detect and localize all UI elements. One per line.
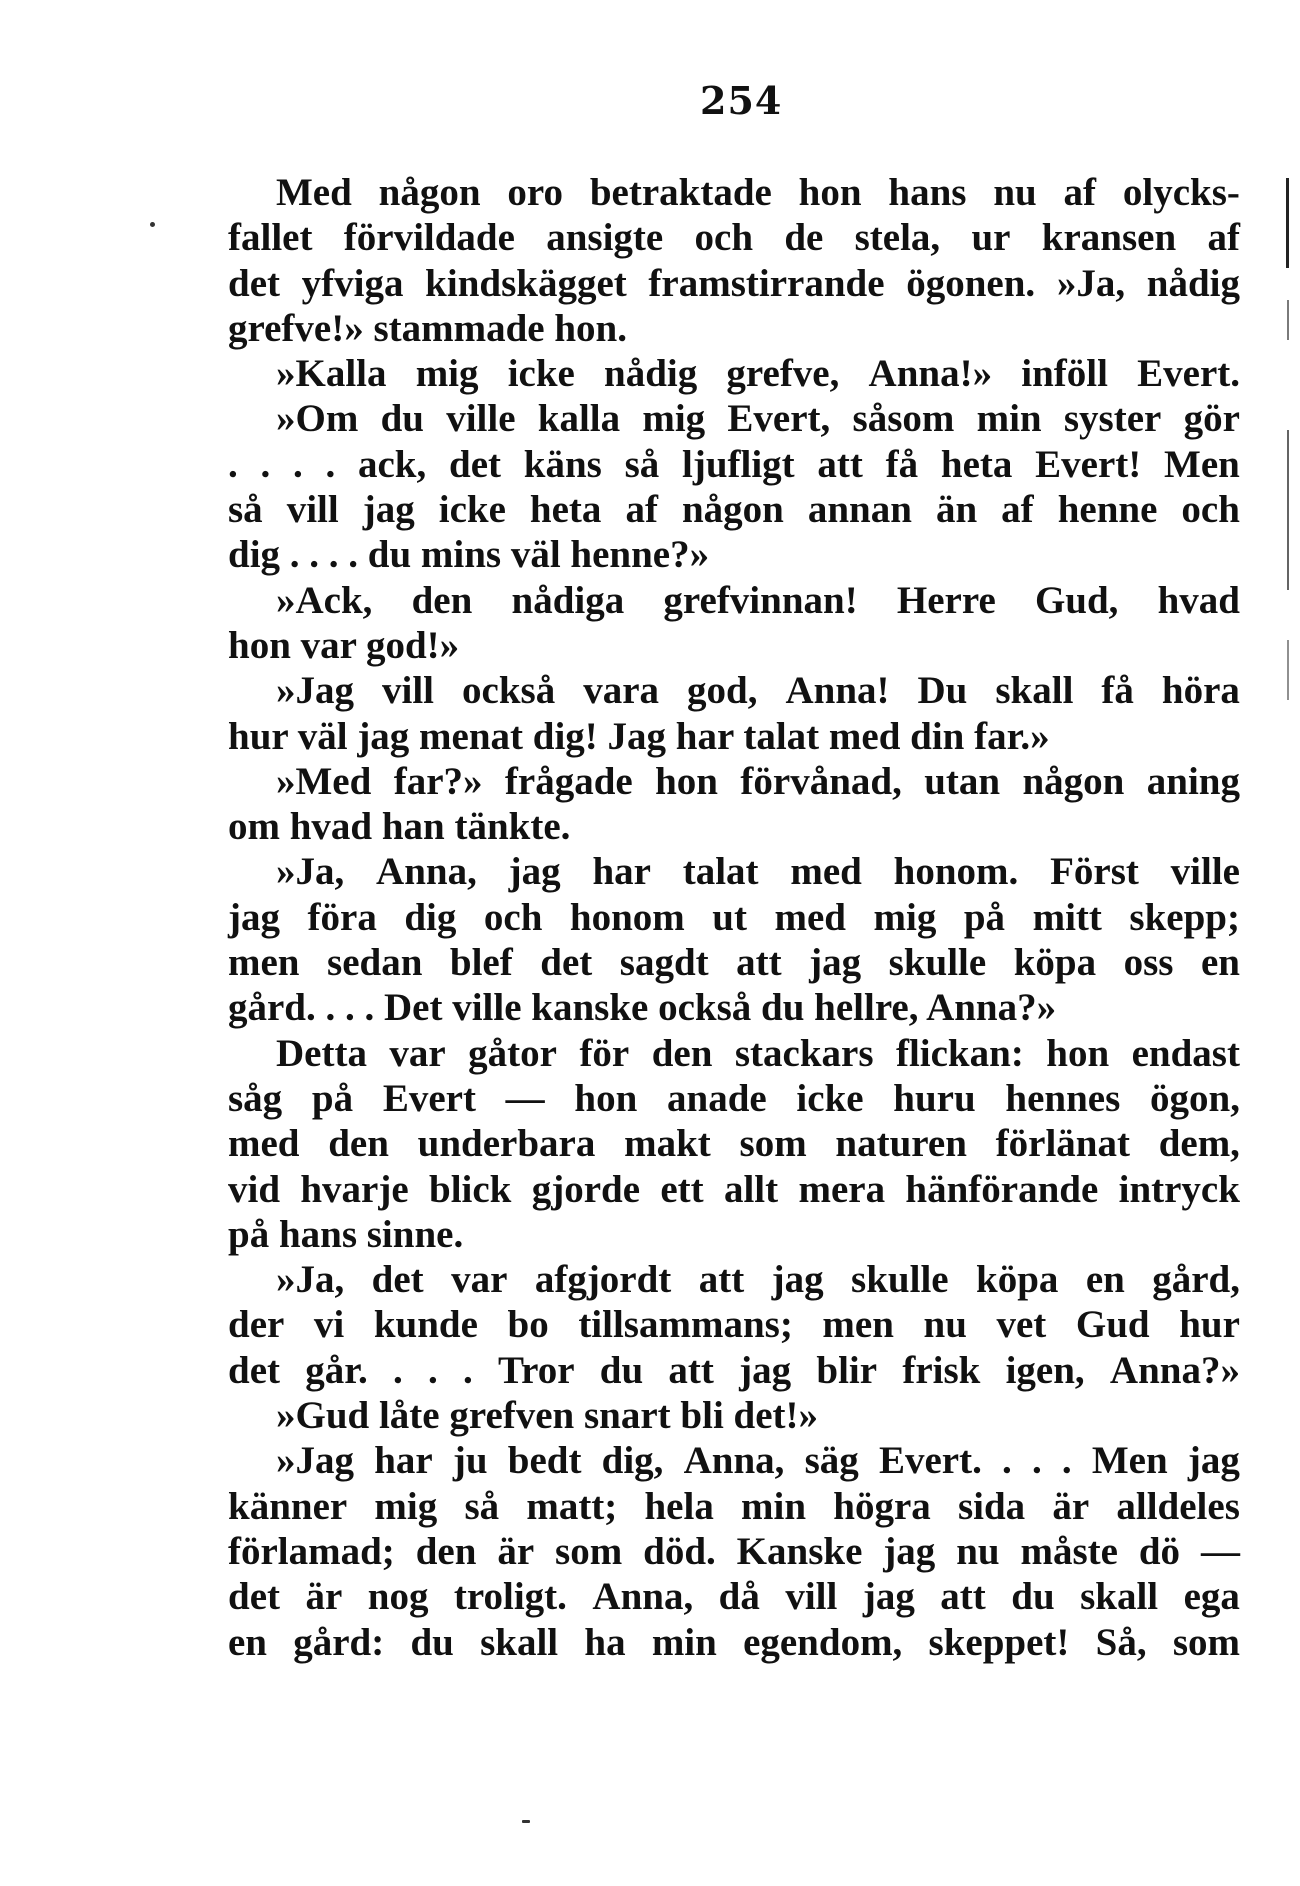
- body-text: [228, 170, 1240, 1665]
- text-line: det är nog troligt. Anna, då vill jag att du skall ega: [228, 1575, 1240, 1619]
- text-line: der vi kunde bo tillsammans; men nu vet Gud hur: [228, 1303, 1240, 1347]
- text-line: Detta var gåtor för den stackars flickan: hon endast: [276, 1031, 1240, 1075]
- text-line: men sedan blef det sagdt att jag skulle köpa oss en: [228, 941, 1240, 985]
- text-line: såg på Evert — hon anade icke huru hennes ögon,: [228, 1076, 1240, 1120]
- scan-dot: [150, 222, 155, 227]
- text-line: en gård: du skall ha min egendom, skeppet! Så, som: [228, 1620, 1240, 1664]
- text-line: »Ja, det var afgjordt att jag skulle köpa en gård,: [276, 1258, 1240, 1302]
- text-line: »Gud låte grefven snart bli det!»: [276, 1394, 819, 1438]
- text-line: känner mig så matt; hela min högra sida är alldeles: [228, 1484, 1240, 1528]
- scan-edge-mark: [1287, 430, 1289, 590]
- text-line: det går. . . . Tror du att jag blir frisk igen, Anna?»: [228, 1348, 1240, 1392]
- scan-edge-mark: [1286, 178, 1289, 268]
- scan-edge-mark: [1287, 640, 1289, 700]
- text-line: »Om du ville kalla mig Evert, såsom min syster gör: [276, 397, 1240, 441]
- text-line: »Ack, den nådiga grefvinnan! Herre Gud, hvad: [276, 578, 1240, 622]
- text-line: gård. . . . Det ville kanske också du hellre, Anna?»: [228, 986, 1057, 1030]
- text-line: Med någon oro betraktade hon hans nu af olycks-: [276, 171, 1240, 214]
- text-line: »Med far?» frågade hon förvånad, utan någon aning: [276, 759, 1240, 803]
- text-line: hur väl jag menat dig! Jag har talat med din far.»: [228, 714, 1050, 758]
- text-line: »Ja, Anna, jag har talat med honom. Först ville: [276, 850, 1240, 894]
- text-line: med den underbara makt som naturen förlänat dem,: [228, 1122, 1240, 1166]
- text-line: så vill jag icke heta af någon annan än af henne och: [228, 488, 1240, 532]
- text-line: fallet förvildade ansigte och de stela, ur kransen af: [228, 216, 1240, 260]
- page-number: 254: [700, 78, 783, 123]
- text-line: »Kalla mig icke nådig grefve, Anna!» inföll Evert.: [276, 352, 1240, 396]
- text-line: jag föra dig och honom ut med mig på mitt skepp;: [228, 895, 1240, 939]
- text-line: om hvad han tänkte.: [228, 805, 571, 849]
- text-line: det yfviga kindskägget framstirrande ögonen. »Ja, nådig: [228, 261, 1240, 305]
- scan-edge-mark: [1287, 300, 1289, 340]
- text-line: förlamad; den är som död. Kanske jag nu måste dö —: [228, 1529, 1240, 1573]
- text-line: på hans sinne.: [228, 1212, 464, 1256]
- text-line: dig . . . . du mins väl henne?»: [228, 533, 710, 577]
- text-line: »Jag har ju bedt dig, Anna, säg Evert. . . . Men jag: [276, 1439, 1240, 1483]
- text-line: grefve!» stammade hon.: [228, 306, 627, 350]
- text-line: »Jag vill också vara god, Anna! Du skall få höra: [276, 669, 1240, 713]
- text-line: vid hvarje blick gjorde ett allt mera hänförande intryck: [228, 1167, 1240, 1211]
- text-line: hon var god!»: [228, 623, 460, 667]
- scan-dot: [522, 1820, 530, 1823]
- text-line: . . . . ack, det käns så ljufligt att få heta Evert! Men: [228, 442, 1240, 486]
